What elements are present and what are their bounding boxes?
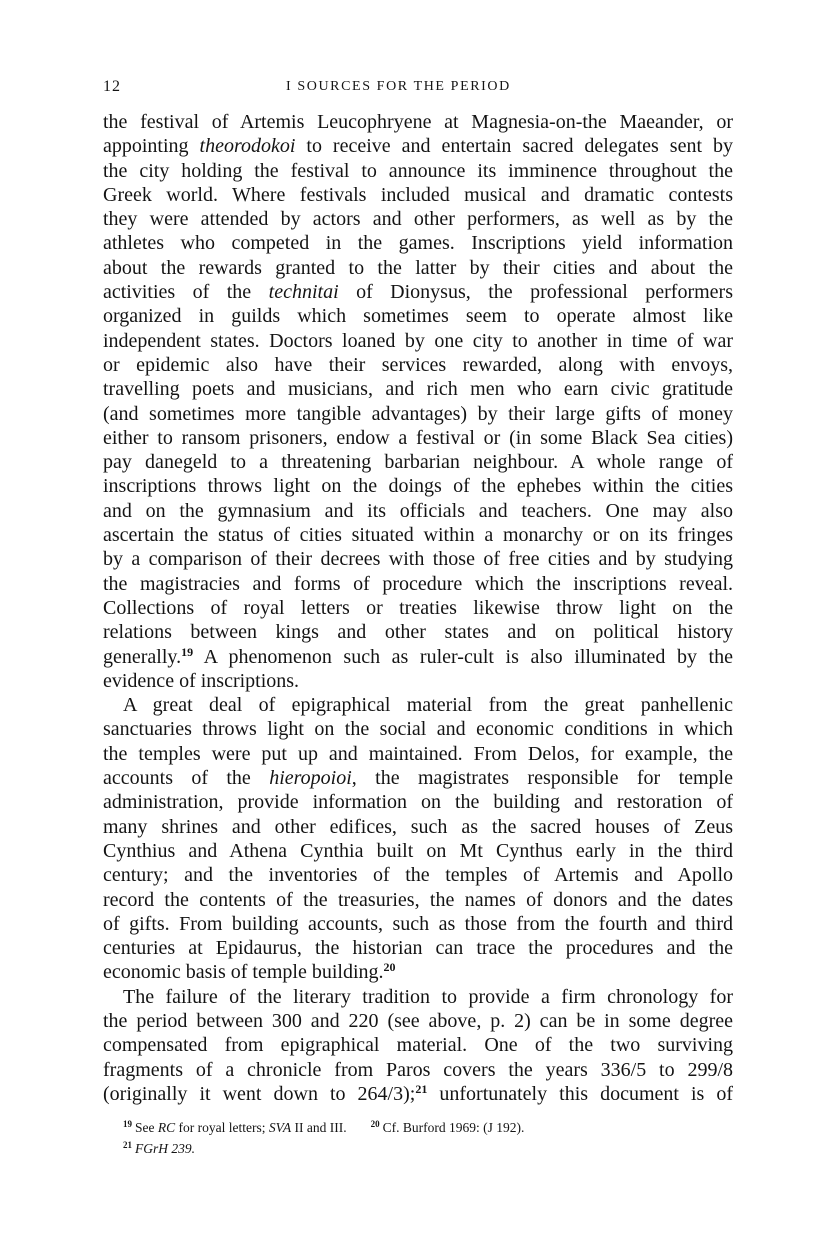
text-line: Collections of royal letters or treaties likewise throw light on the [103,596,733,619]
text-line: record the contents of the treasuries, the names of donors and the dates [103,888,733,911]
text-line: the magistracies and forms of procedure which the inscriptions reveal. [103,572,733,595]
text-span: (originally it went down to 264/3); [103,1082,416,1105]
footnote-text: II and III. [291,1120,347,1135]
footnote-marker: 19 [123,1119,132,1129]
text-line: Greek world. Where festivals included musical and dramatic contests [103,183,733,206]
text-line: the period between 300 and 220 (see above, p. 2) can be in some degree [103,1009,733,1032]
text-line: centuries at Epidaurus, the historian can trace the procedures and the [103,937,733,960]
text-line: evidence of inscriptions. [103,669,300,692]
text-span: appointing [103,135,200,158]
footnote-text: for royal letters; [175,1120,269,1135]
text-line [103,280,733,304]
text-line: they were attended by actors and other performers, as well as by the [103,208,733,231]
text-line: and on the gymnasium and its officials and teachers. One may also [103,499,733,522]
text-line: the festival of Artemis Leucophryene at Magnesia-on-the Maeander, or [103,111,733,133]
text-line: ascertain the status of cities situated within a monarchy or on its fringes [103,524,733,547]
text-line: fragments of a chronicle from Paros covers the years 336/5 to 299/8 [103,1058,733,1081]
text-line: (and sometimes more tangible advantages) by their large gifts of money [103,402,733,425]
footnote-text: Cf. Burford 1969: (J 192). [382,1120,525,1135]
footnote-marker: 21 [123,1140,132,1150]
text-span: unfortunately this document is of [427,1082,733,1105]
text-line: organized in guilds which sometimes seem to operate almost like [103,305,733,328]
text-line: compensated from epigraphical material. One of the two surviving [103,1034,733,1057]
text-line [103,645,733,669]
text-line [103,766,733,790]
body-text [103,110,733,1106]
page-number: 12 [103,78,121,95]
footnote-text: See [135,1120,158,1135]
text-line: century; and the inventories of the temples of Artemis and Apollo [103,864,733,887]
footnote-ref-19[interactable]: 19 [181,644,194,659]
text-line: or epidemic also have their services rewarded, along with envoys, [103,353,733,376]
footnote-row [123,1138,733,1159]
italic-term: technitai [268,281,339,304]
text-line: A great deal of epigraphical material from the great panhellenic [123,694,733,717]
text-line: relations between kings and other states and on political history [103,621,733,644]
chapter-title: I SOURCES FOR THE PERIOD [286,79,511,94]
text-span: activities of the [103,281,269,304]
text-line [103,1082,733,1106]
text-line: Cynthius and Athena Cynthia built on Mt Cynthus early in the third [103,839,733,862]
footnote-abbrev: SVA [268,1120,292,1135]
text-span: generally. [103,645,182,668]
text-span: to receive and entertain sacred delegates sent by [295,135,733,158]
text-line: pay danegeld to a threatening barbarian neighbour. A whole range of [103,451,733,474]
footnote-ref-21[interactable]: 21 [415,1081,428,1096]
text-line: many shrines and other edifices, such as the sacred houses of Zeus [103,815,733,838]
text-span: economic basis of temple building. [103,961,384,984]
text-span: of Dionysus, the professional performers [338,281,733,304]
text-line: of gifts. From building accounts, such as those from the fourth and third [103,912,733,935]
text-line: The failure of the literary tradition to provide a firm chronology for [123,985,733,1008]
text-line: inscriptions throws light on the doings of the ephebes within the cities [103,475,733,498]
text-line: independent states. Doctors loaned by one city to another in time of war [103,329,733,352]
text-span: , the magistrates responsible for temple [351,767,733,790]
footnotes [123,1117,733,1159]
text-span: accounts of the [103,767,270,790]
footnote-text: FGrH 239. [135,1141,195,1156]
footnote-abbrev: RC [157,1120,176,1135]
text-line: the city holding the festival to announce its imminence throughout the [103,159,733,182]
text-line: by a comparison of their decrees with those of free cities and by studying [103,548,733,571]
text-line: the temples were put up and maintained. From Delos, for example, the [103,742,733,765]
text-line [103,134,733,158]
text-span: A phenomenon such as ruler-cult is also illuminated by the [193,645,733,668]
text-line: either to ransom prisoners, endow a festival or (in some Black Sea cities) [103,426,733,449]
text-line: travelling poets and musicians, and rich men who earn civic gratitude [103,378,733,401]
running-head [103,78,733,100]
text-line: athletes who competed in the games. Inscriptions yield information [103,232,733,255]
text-line: about the rewards granted to the latter by their cities and about the [103,256,733,279]
italic-term: theorodokoi [199,135,296,158]
text-line [103,960,733,984]
footnote-marker: 20 [370,1119,380,1129]
footnote-row [123,1117,733,1138]
text-line: sanctuaries throws light on the social and economic conditions in which [103,718,733,741]
italic-term: hieropoioi [269,767,352,790]
footnote-ref-20[interactable]: 20 [383,960,396,975]
text-line: administration, provide information on the building and restoration of [103,791,733,814]
